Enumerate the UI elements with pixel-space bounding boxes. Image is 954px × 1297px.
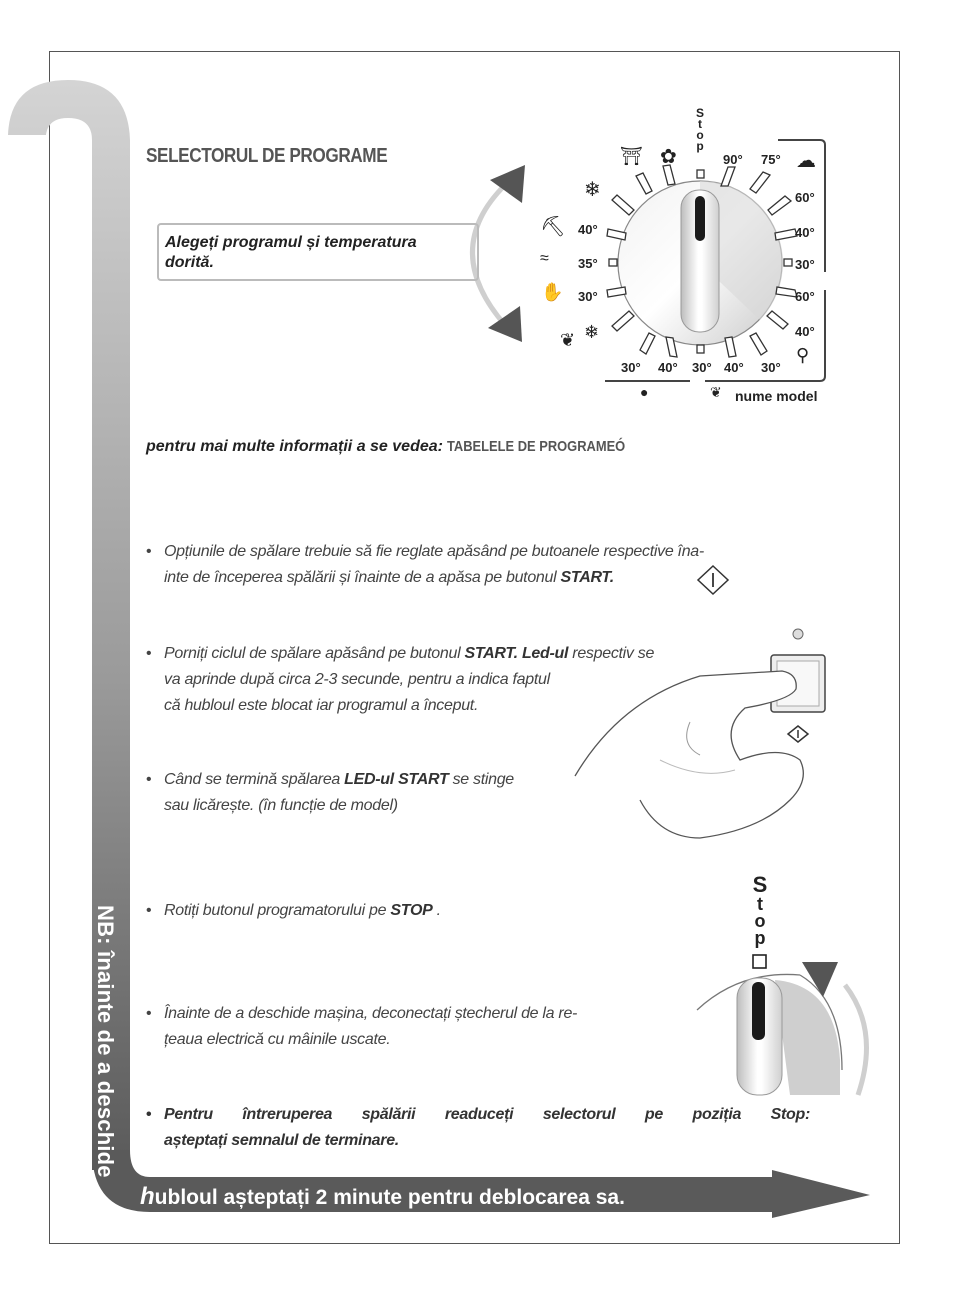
- temp-label: 60°: [795, 289, 815, 304]
- bullet-start-cycle: • Porniți ciclul de spălare apăsând pe butonul START. Led-ul respectiv se va aprinde după circa 2-3 secunde, pentru a indica faptul că hubloul este blocat iar programul a început.: [146, 645, 655, 714]
- temp-label: 30°: [578, 289, 598, 304]
- dark-wash-icon: ●: [640, 384, 649, 400]
- info-line: [146, 438, 654, 456]
- bullet-end-wash: • Când se termină spălarea LED-ul START se stinge sau licărește. (în funcție de model): [146, 771, 514, 814]
- temp-label: 30°: [761, 360, 781, 375]
- temp-label: 40°: [658, 360, 678, 375]
- bullet-stop: • Rotiți butonul programatorului pe STOP .: [146, 902, 441, 919]
- snowflake-icon: ❄: [584, 322, 600, 342]
- rinse-icon: ≈: [540, 250, 549, 267]
- program-selector-diagram: [473, 140, 826, 381]
- bullet-wash-options: • Opțiunile de spălare trebuie să fie reglate apăsând pe butoanele respective îna- inte de începerea spălării și înainte de a apăsa pe butonul START.: [146, 543, 704, 586]
- stop-dial-label: S t o p: [752, 872, 768, 948]
- bullet-unplug: • Înainte de a deschide mașina, deconectați ștecherul de la re- țeaua electrică cu mâinile uscate.: [146, 1005, 578, 1048]
- temp-label: 40°: [795, 225, 815, 240]
- model-name-label: nume model: [735, 388, 818, 404]
- wool-icon: ☁: [796, 150, 816, 172]
- temp-label: 75°: [761, 152, 781, 167]
- start-symbol-small-icon: [788, 726, 808, 742]
- temp-label: 35°: [578, 256, 598, 271]
- shirt-icon: ⛏: [540, 216, 566, 238]
- side-banner-text: NB: înainte de a deschide: [93, 905, 118, 1178]
- instruction-callout: [157, 223, 479, 281]
- flask-icon: ⚲: [796, 345, 810, 365]
- stop-label: S t o p: [695, 106, 704, 153]
- stop-dial-illustration: [697, 955, 866, 1095]
- prewash-icon: ⛩: [620, 146, 643, 166]
- temp-label: 40°: [578, 222, 598, 237]
- temp-label: 60°: [795, 190, 815, 205]
- temp-label: 30°: [795, 257, 815, 272]
- spin-icon: ✿: [660, 146, 677, 168]
- callout-line: dorită.: [165, 254, 214, 271]
- temp-label: 90°: [723, 152, 743, 167]
- bullet-interrupt: • Pentru întreruperea spălării readuceți selectorul pe poziția Stop: așteptați semnalul de terminare.: [146, 1106, 810, 1149]
- info-label: pentru mai multe informații a se vedea:: [146, 438, 443, 455]
- temp-label: 40°: [724, 360, 744, 375]
- section-title: SELECTORUL DE PROGRAME: [146, 145, 388, 167]
- program-table-reference: TABELELE DE PROGRAMEÓ: [446, 438, 626, 455]
- bottom-banner-text: hubloul așteptați 2 minute pentru deblocarea sa.: [140, 1183, 625, 1210]
- callout-line: Alegeți programul și temperatura: [165, 234, 417, 251]
- feather-icon: ❦: [710, 384, 722, 400]
- temp-label: 30°: [692, 360, 712, 375]
- handwash-icon: ✋: [541, 282, 564, 302]
- temp-label: 40°: [795, 324, 815, 339]
- temp-label: 30°: [621, 360, 641, 375]
- snowflake-icon: ❄: [584, 179, 601, 201]
- feather-icon: ❦: [560, 330, 576, 350]
